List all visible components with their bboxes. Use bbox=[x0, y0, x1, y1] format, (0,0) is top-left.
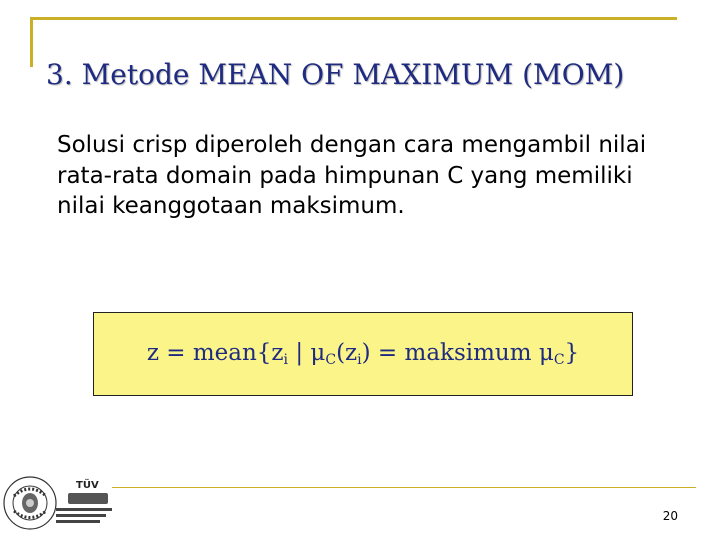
formula-mu-symbol: μ bbox=[538, 340, 554, 366]
page-number: 20 bbox=[662, 509, 678, 523]
formula-subscript: C bbox=[553, 352, 565, 368]
formula-mu-symbol: μ bbox=[310, 340, 326, 366]
formula-subscript: C bbox=[325, 352, 337, 368]
certification-logo bbox=[56, 480, 112, 530]
university-logo-icon bbox=[2, 468, 58, 538]
university-logo bbox=[2, 468, 58, 542]
formula-part: ) = maksimum bbox=[361, 340, 539, 366]
tuv-logo-icon: TÜV bbox=[76, 480, 99, 491]
formula-subscript: i bbox=[283, 352, 289, 368]
formula-box bbox=[93, 312, 633, 396]
slide-body-text: Solusi crisp diperoleh dengan cara mengambil nilai rata-rata domain pada himpunan C yang memiliki nilai keanggotaan maksimum. bbox=[57, 132, 647, 219]
cert-badge-icon bbox=[68, 493, 108, 504]
formula-subscript: i bbox=[357, 352, 362, 368]
formula-part: (z bbox=[336, 340, 358, 366]
formula bbox=[147, 340, 579, 368]
slide-title: 3. Metode MEAN OF MAXIMUM (MOM) bbox=[46, 58, 625, 91]
footer-divider bbox=[112, 487, 696, 488]
iso-text-icon bbox=[56, 508, 112, 526]
slide-frame-left-line bbox=[30, 17, 33, 67]
formula-part: z = mean{z bbox=[146, 340, 284, 366]
slide-frame-top-line bbox=[30, 17, 677, 20]
formula-part: | bbox=[288, 340, 311, 366]
formula-part: } bbox=[564, 340, 580, 366]
